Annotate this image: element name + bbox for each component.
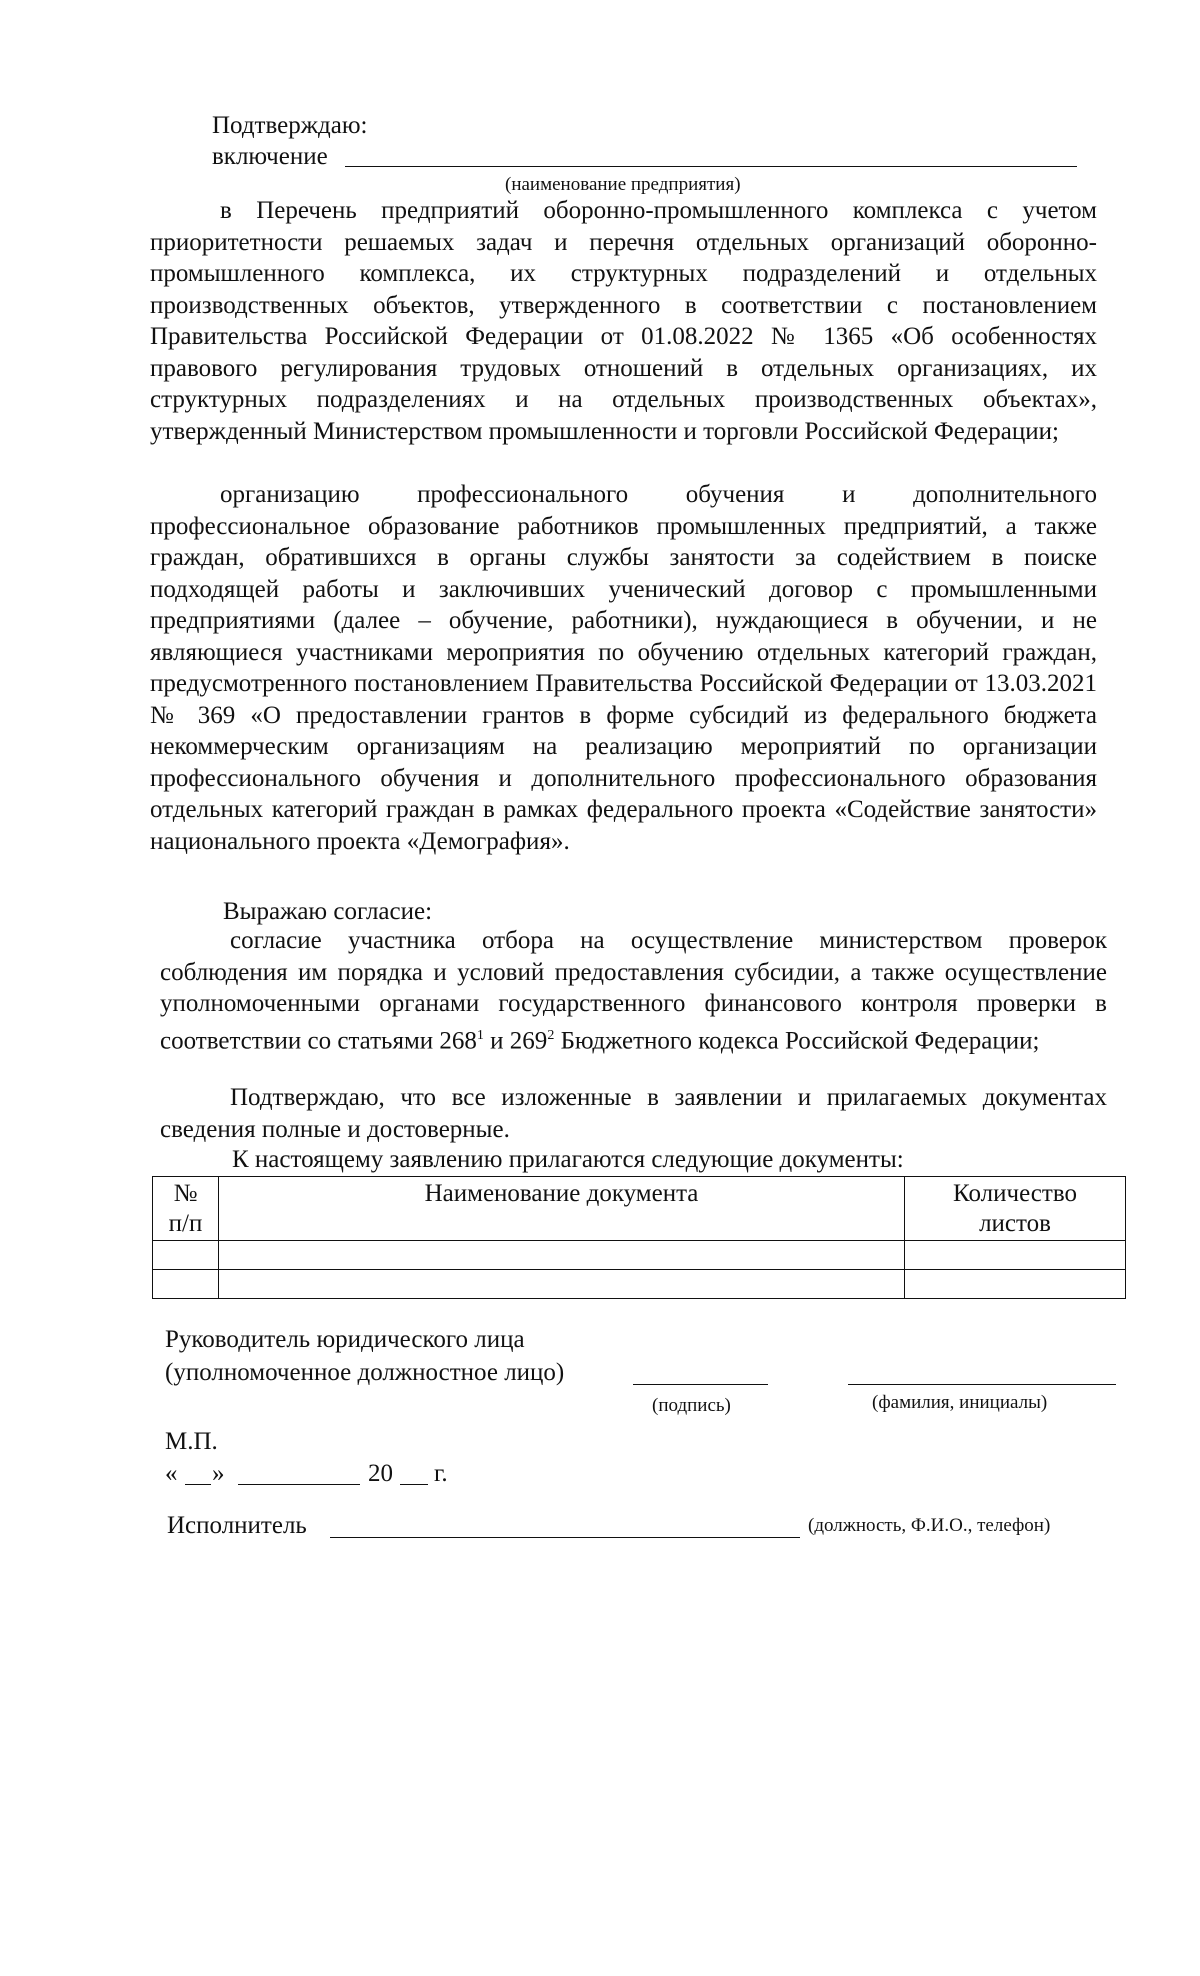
date-year-prefix: 20 [368,1460,393,1487]
paragraph-consent [160,925,1107,1056]
attachments-intro: К настоящему заявлению прилагаются следующие документы: [232,1146,904,1173]
table-cell[interactable] [219,1241,905,1270]
col-number-line2: п/п [168,1210,203,1237]
date-open-quote: « [165,1460,178,1487]
consent-and: и 269 [483,1026,548,1054]
confirm-heading: Подтверждаю: [212,112,368,139]
enterprise-name-field[interactable] [345,166,1077,167]
consent-text-after: Бюджетного кодекса Российской Федерации; [554,1026,1040,1054]
paragraph-enterprise-list: в Перечень предприятий оборонно-промышленного комплекса с учетом приоритетности решаемых задач и перечня отдельных организаций оборонно-промышленного комплекса, их структурных подразделений и отдельных производственных объектов, утвержденного в соответствии с постановлением Правительства Российской Федерации от 01.08.2022 № 1365 «Об особенностях правового регулирования трудовых отношений в отдельных организациях, их структурных подразделениях и на отдельных производственных объектах», утвержденный Министерством промышленности и торговли Российской Федерации; [150,197,1097,445]
name-initials-field[interactable] [848,1384,1116,1385]
col-sheets-line2: листов [979,1210,1051,1237]
executor-field[interactable] [330,1537,800,1538]
table-header-row [153,1177,1126,1241]
table-cell[interactable] [153,1270,219,1299]
col-number-line1: № [173,1180,198,1207]
table-cell[interactable] [153,1241,219,1270]
head-title-line2: (уполномоченное должностное лицо) [165,1359,565,1386]
date-day-field[interactable] [185,1484,211,1485]
paragraph-confirm-accuracy: Подтверждаю, что все изложенные в заявлении и прилагаемых документах сведения полные и достоверные. [160,1084,1107,1143]
table-cell[interactable] [905,1270,1126,1299]
table-cell[interactable] [905,1241,1126,1270]
inclusion-label: включение [212,143,328,170]
signature-caption: (подпись) [652,1395,731,1416]
stamp-placeholder: М.П. [165,1428,218,1455]
head-title-line1: Руководитель юридического лица [165,1326,525,1353]
signature-field[interactable] [633,1384,768,1385]
article-269-superscript: 2 [547,1027,555,1043]
table-row [153,1270,1126,1299]
date-month-field[interactable] [238,1484,360,1485]
executor-label: Исполнитель [167,1512,307,1539]
table-row [153,1241,1126,1270]
attachments-table [152,1176,1126,1299]
table-cell[interactable] [219,1270,905,1299]
consent-text-before: согласие участника отбора на осуществление министерством проверок соблюдения им порядка и условий предоставления субсидии, а также осуществление уполномоченными органами государственного финансового контроля проверки в соответствии со статьями 268 [160,927,1107,1054]
col-number-header [153,1177,219,1241]
col-name-header: Наименование документа [219,1177,905,1241]
article-268-superscript: 1 [476,1027,484,1043]
date-year-suffix: г. [434,1460,448,1487]
paragraph-training: организацию профессионального обучения и дополнительного профессиональное образование работников промышленных предприятий, а также граждан, обратившихся в органы службы занятости за содействием в поиске подходящей работы и заключивших ученический договор с промышленными предприятиями (далее – обучение, работники), нуждающиеся в обучении, и не являющиеся участниками мероприятия по обучению отдельных категорий граждан, предусмотренного постановлением Правительства Российской Федерации от 13.03.2021 № 369 «О предоставлении грантов в форме субсидий из федерального бюджета некоммерческим организациям на реализацию мероприятий по организации профессионального обучения и дополнительного профессионального образования отдельных категорий граждан в рамках федерального проекта «Содействие занятости» национального проекта «Демография». [150,481,1097,855]
name-initials-caption: (фамилия, инициалы) [872,1392,1048,1413]
date-close-quote: » [212,1460,225,1487]
col-sheets-line1: Количество [953,1180,1077,1207]
col-sheets-header [905,1177,1126,1241]
executor-caption: (должность, Ф.И.О., телефон) [808,1515,1051,1536]
enterprise-caption: (наименование предприятия) [505,174,741,195]
date-year-field[interactable] [400,1484,428,1485]
consent-heading: Выражаю согласие: [223,898,433,925]
